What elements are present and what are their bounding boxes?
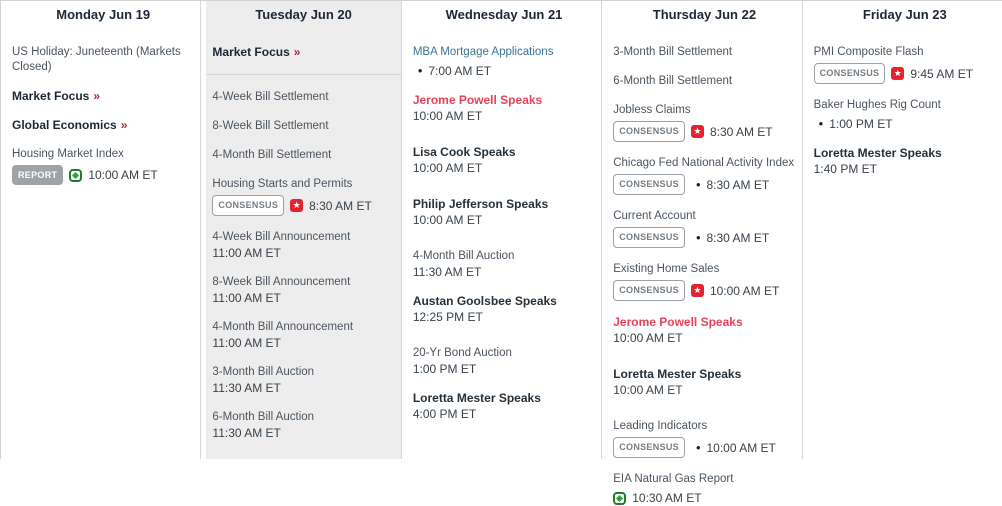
event-list [6, 23, 200, 185]
event-title-text: Jerome Powell Speaks [412, 93, 543, 107]
event-list [607, 23, 801, 506]
released-report-icon [613, 492, 626, 505]
event-item [206, 90, 400, 105]
market-moving-star-icon: ★ [691, 284, 704, 297]
chevron-right-icon: » [93, 89, 101, 103]
event-item [206, 119, 400, 134]
event-meta [814, 63, 996, 84]
event-time: 10:00 AM ET [412, 213, 483, 227]
consensus-badge[interactable]: CONSENSUS [212, 195, 284, 216]
event-title-text: Global Economics [12, 118, 117, 132]
event-item [407, 93, 601, 124]
event-item [206, 230, 400, 261]
event-item [607, 74, 801, 89]
event-meta [413, 63, 595, 79]
indicator-link[interactable] [613, 156, 795, 171]
event-item [407, 197, 601, 228]
event-title [212, 320, 394, 335]
event-title-text: 4-Month Bill Auction [412, 250, 515, 262]
indicator-link[interactable] [613, 472, 795, 487]
event-meta [12, 165, 194, 185]
event-title [413, 346, 595, 361]
indicator-link[interactable] [12, 147, 194, 162]
event-title-text: Current Account [613, 210, 696, 222]
day-header: Wednesday Jun 21 [445, 7, 563, 22]
section-link[interactable] [212, 45, 394, 60]
consensus-badge[interactable]: CONSENSUS [613, 227, 685, 248]
event-title-text: Leading Indicators [613, 420, 708, 432]
event-title-text: PMI Composite Flash [813, 46, 924, 58]
released-gem [616, 494, 623, 501]
indicator-link[interactable] [212, 177, 394, 192]
event-meta [613, 437, 795, 458]
speaker-name [413, 145, 595, 160]
event-item [607, 262, 801, 301]
event-time: 8:30 AM ET [706, 230, 770, 245]
day-column-body [607, 1, 801, 505]
event-title-text: US Holiday: Juneteenth (Markets Closed) [12, 46, 181, 73]
day-header: Monday Jun 19 [56, 7, 151, 22]
day-column-friday [802, 1, 1002, 459]
event-item [206, 148, 400, 163]
event-title-text: Jobless Claims [613, 104, 691, 116]
day-column-body [6, 1, 200, 459]
consensus-badge[interactable]: CONSENSUS [814, 63, 886, 84]
speaker-name [413, 391, 595, 406]
event-title-text: 20-Yr Bond Auction [412, 347, 512, 359]
event-time: 10:00 AM ET [613, 383, 683, 397]
event-title [413, 249, 595, 264]
event-title [212, 148, 394, 163]
day-column-body [407, 1, 601, 459]
event-item [808, 45, 1002, 84]
event-list [206, 23, 400, 441]
event-title-text: 4-Week Bill Announcement [212, 231, 351, 243]
event-item [407, 391, 601, 422]
event-title-text: 3-Month Bill Auction [212, 366, 315, 378]
event-meta [613, 490, 795, 506]
event-time: 10:30 AM ET [632, 491, 702, 505]
speaker-name [413, 294, 595, 309]
event-title-text: MBA Mortgage Applications [412, 46, 554, 58]
event-title-text: Lisa Cook Speaks [412, 145, 516, 159]
event-title-text: Loretta Mester Speaks [613, 367, 742, 381]
event-time: 10:00 AM ET [412, 109, 483, 123]
indicator-link[interactable] [613, 103, 795, 118]
event-title-text: 6-Month Bill Auction [212, 411, 315, 423]
chevron-right-icon: » [293, 45, 301, 59]
event-time: 12:25 PM ET [412, 310, 483, 324]
event-item [206, 177, 400, 216]
event-item [206, 45, 400, 60]
event-item [607, 472, 801, 506]
event-item [607, 103, 801, 142]
event-title-text: Philip Jefferson Speaks [412, 197, 549, 211]
event-title-text: Housing Starts and Permits [212, 178, 353, 190]
event-time: 10:00 AM ET [88, 168, 158, 182]
event-item [6, 45, 200, 75]
event-item [607, 156, 801, 195]
event-title-text: Housing Market Index [12, 148, 124, 160]
event-title-text: Baker Hughes Rig Count [813, 99, 941, 111]
section-divider [206, 74, 400, 75]
event-time: 1:00 PM ET [829, 117, 893, 131]
event-list [808, 23, 1002, 177]
event-title [212, 230, 394, 245]
event-time: 10:00 AM ET [613, 331, 683, 345]
event-item [407, 346, 601, 377]
event-time: 8:30 AM ET [309, 198, 372, 213]
event-item [808, 98, 1002, 132]
consensus-badge[interactable]: CONSENSUS [613, 121, 685, 142]
bullet-icon: • [417, 63, 423, 78]
event-time: 10:00 AM ET [709, 283, 780, 298]
day-column-tuesday [200, 1, 400, 459]
indicator-link[interactable] [814, 98, 996, 113]
event-time: 11:30 AM ET [212, 381, 281, 395]
event-title-text: EIA Natural Gas Report [613, 473, 734, 485]
event-title-text: 4-Month Bill Announcement [212, 321, 354, 333]
event-item [607, 419, 801, 458]
event-title [613, 74, 795, 89]
event-item [407, 249, 601, 280]
released-gem [72, 171, 79, 178]
day-column-body [206, 1, 400, 459]
indicator-link[interactable] [613, 209, 795, 224]
event-title-text: 4-Week Bill Settlement [212, 91, 329, 103]
event-title [212, 365, 394, 380]
indicator-link[interactable] [413, 45, 595, 60]
event-title-text: 3-Month Bill Settlement [613, 46, 733, 58]
bullet-icon: • [695, 439, 701, 455]
event-time: 10:00 AM ET [412, 161, 483, 175]
indicator-link[interactable] [613, 419, 795, 434]
day-column-monday [1, 1, 200, 459]
event-meta [212, 195, 394, 216]
event-title [212, 119, 394, 134]
event-time: 8:30 AM ET [706, 177, 770, 192]
event-time: 11:30 AM ET [212, 426, 281, 440]
event-title [212, 410, 394, 425]
event-item [206, 275, 400, 306]
event-time: 1:00 PM ET [412, 362, 477, 376]
consensus-badge[interactable]: CONSENSUS [613, 437, 685, 458]
event-meta [613, 174, 795, 195]
indicator-link[interactable] [814, 45, 996, 60]
event-title-text: 8-Week Bill Settlement [212, 120, 329, 132]
day-column-thursday [601, 1, 801, 505]
event-time: 10:00 AM ET [706, 440, 776, 455]
market-moving-star-icon: ★ [691, 125, 704, 138]
event-meta [613, 121, 795, 142]
event-title [212, 275, 394, 290]
event-item [607, 209, 801, 248]
day-header: Friday Jun 23 [862, 7, 947, 22]
event-title-text: Market Focus [212, 45, 290, 59]
event-item [607, 315, 801, 346]
event-time: 11:30 AM ET [412, 265, 482, 279]
event-meta [814, 116, 996, 132]
event-time: 8:30 AM ET [709, 124, 773, 139]
chevron-right-icon: » [120, 118, 128, 132]
bullet-icon: • [818, 116, 824, 131]
event-time: 11:00 AM ET [212, 336, 281, 350]
event-item [206, 410, 400, 441]
day-header: Thursday Jun 22 [652, 7, 757, 22]
event-item [6, 118, 200, 133]
event-title-text: Existing Home Sales [613, 263, 720, 275]
event-item [206, 320, 400, 351]
section-link[interactable] [12, 118, 194, 133]
speaker-name [814, 146, 996, 161]
event-title-text: Market Focus [12, 89, 90, 103]
event-item [6, 147, 200, 185]
speaker-name [613, 315, 795, 330]
bullet-icon: • [695, 229, 701, 245]
event-item [407, 145, 601, 176]
event-time: 4:00 PM ET [412, 407, 477, 421]
event-item [206, 365, 400, 396]
speaker-name [613, 367, 795, 382]
event-meta [613, 280, 795, 301]
event-list [407, 23, 601, 422]
event-time: 9:45 AM ET [910, 66, 974, 81]
event-title-text: 6-Month Bill Settlement [613, 75, 733, 87]
released-report-icon [69, 169, 82, 182]
section-link[interactable] [12, 89, 194, 104]
day-column-body [808, 1, 1002, 459]
report-badge[interactable]: REPORT [12, 165, 63, 185]
bullet-icon: • [695, 176, 701, 192]
event-title [613, 45, 795, 60]
event-title-text: Chicago Fed National Activity Index [613, 157, 795, 169]
event-title [12, 45, 194, 75]
market-moving-star-icon: ★ [891, 67, 904, 80]
event-title-text: Jerome Powell Speaks [613, 315, 743, 329]
event-time: 11:00 AM ET [212, 246, 281, 260]
day-header: Tuesday Jun 20 [255, 7, 352, 22]
day-column-wednesday [401, 1, 601, 459]
event-item [808, 146, 1002, 177]
event-item [607, 367, 801, 398]
event-time: 1:40 PM ET [813, 162, 877, 176]
event-item [607, 45, 801, 60]
market-moving-star-icon: ★ [290, 199, 303, 212]
consensus-badge[interactable]: CONSENSUS [613, 280, 685, 301]
event-title [212, 90, 394, 105]
event-item [407, 294, 601, 325]
event-title-text: Loretta Mester Speaks [813, 146, 942, 160]
event-time: 11:00 AM ET [212, 291, 281, 305]
event-item [6, 89, 200, 104]
speaker-name [413, 93, 595, 108]
event-title-text: Austan Goolsbee Speaks [412, 294, 557, 308]
event-item [407, 45, 601, 79]
event-meta [613, 227, 795, 248]
indicator-link[interactable] [613, 262, 795, 277]
speaker-name [413, 197, 595, 212]
event-time: 7:00 AM ET [428, 64, 492, 78]
event-title-text: 4-Month Bill Settlement [212, 149, 332, 161]
event-title-text: 8-Week Bill Announcement [212, 276, 351, 288]
consensus-badge[interactable]: CONSENSUS [613, 174, 685, 195]
event-title-text: Loretta Mester Speaks [412, 391, 541, 405]
